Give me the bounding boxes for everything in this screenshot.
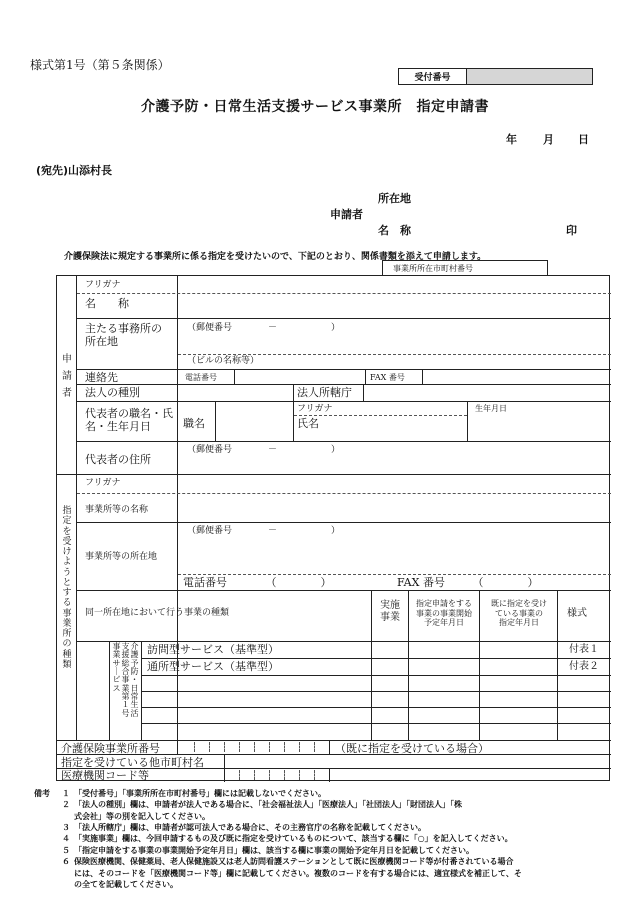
municipality-code-label: 事業所所在市町村番号 — [382, 260, 548, 275]
col-start-date-label: 指定申請をする 事業の事業開始 予定年月日 — [416, 599, 472, 628]
page-title: 介護予防・日常生活支援サービス事業所 指定申請書 — [141, 99, 489, 115]
date-day: 日 — [578, 133, 589, 146]
already-designated-note: （既に指定を受けている場合） — [335, 742, 489, 755]
fax-label: FAX 番号 — [370, 373, 405, 382]
corp-authority-label: 法人所轄庁 — [297, 386, 352, 399]
form-number: 様式第1号（第５条関係） — [30, 58, 170, 72]
same-location-label: 同一所在地において行う事業の種類 — [85, 608, 230, 618]
notes-heading: 備考 — [34, 789, 50, 798]
date-month: 月 — [543, 133, 554, 146]
receipt-number-field[interactable] — [467, 69, 592, 84]
facility-phone-label: 電話番号 （ ） — [183, 576, 332, 589]
col-designated-date-label: 既に指定を受け ている事業の 指定年月日 — [491, 599, 547, 628]
building-name-label: （ビルの名称等） — [187, 356, 260, 366]
rep-name-label: 氏名 — [297, 417, 319, 430]
note-5: 「指定申請をする事業の事業開始予定年月日」欄は、該当する欄に事業の開始予定年月日を記載してください。 — [74, 845, 474, 855]
birthdate-label: 生年月日 — [475, 404, 507, 413]
receipt-number-box — [398, 68, 593, 85]
contact-label: 連絡先 — [85, 371, 118, 384]
receipt-number-label: 受付番号 — [399, 69, 467, 84]
other-municipality-label: 指定を受けている他市町村名 — [61, 756, 204, 769]
facility-postal-code: （郵便番号 － ） — [187, 526, 341, 536]
col-form-label: 様式 — [567, 608, 587, 619]
facility-name-label: 事業所等の名称 — [85, 505, 149, 515]
medical-code-label: 医療機関コード等 — [61, 769, 149, 782]
representative-label: 代表者の職名・氏 名・生年月日 — [85, 407, 173, 434]
office-location-label: 主たる事務所の 所在地 — [85, 322, 162, 349]
date-year: 年 — [506, 133, 517, 146]
intro-statement: 介護保険法に規定する事業所に係る指定を受けたいので、下記のとおり、関係書類を添えて申請します。 — [64, 252, 487, 262]
service-daycare-label: 通所型サービス（基準型） — [147, 660, 279, 673]
col-implement-label: 実施 事業 — [380, 600, 400, 623]
rep-furigana-label: フリガナ — [297, 404, 333, 414]
note-6: 保険医療機関、保健薬局、老人保健施設又は老人訪問看護ステーションとして既に医療機関コード等が付番されている場合 には、そのコードを「医療機関コード等」欄に記載してください。複数のコードを有する場合には、適宜様式を補正して、そ の全てを記載してください。 — [74, 857, 522, 889]
facility-location-label: 事業所等の所在地 — [85, 552, 158, 562]
note-4: 「実施事業」欄は、今回申請するもの及び既に指定を受けているものについて、該当する欄に「○」を記入してください。 — [74, 834, 513, 844]
rep-postal-code: （郵便番号 － ） — [187, 445, 341, 455]
note-3: 「法人所轄庁」欄は、申請者が認可法人である場合に、その主務官庁の名称を記載してください。 — [74, 823, 426, 833]
location-label: 所在地 — [378, 192, 411, 205]
facility-fax-label: FAX 番号 （ ） — [397, 576, 539, 589]
facility-section-label: 指 定 を 受 け よ う と す る 事 業 所 の 種 類 — [62, 506, 72, 670]
application-form-table — [56, 275, 610, 781]
phone-label: 電話番号 — [185, 373, 217, 382]
service-daycare-form: 付表２ — [569, 661, 599, 672]
service-group-label: 事 業 サ ｜ ビ ス 支 援 総 合 事 業 第 １ 号 介 護 予 防 ・ 日 常 生 活 — [112, 642, 139, 718]
rep-title-label: 職名 — [183, 417, 205, 430]
applicant-section-label: 申 請 者 — [62, 354, 72, 399]
applicant-name-label: 名 称 — [85, 297, 129, 310]
seal-label: 印 — [566, 224, 577, 237]
corp-type-label: 法人の種別 — [85, 386, 140, 399]
addressee: (宛先)山添村長 — [36, 164, 113, 177]
note-1: 「受付番号」「事業所所在市町村番号」欄には記載しないでください。 — [74, 789, 326, 798]
facility-furigana-label: フリガナ — [85, 478, 121, 488]
service-visit-form: 付表１ — [569, 644, 599, 655]
service-visit-label: 訪問型サービス（基準型） — [147, 643, 279, 656]
note-2: 「法人の種別」欄は、申請者が法人である場合に、「社会福祉法人」「医療法人」「社団法人」「財団法人」「株 式会社」等の別を記入してください。 — [74, 800, 462, 821]
notes-section: 備考 １ 「受付番号」「事業所所在市町村番号」欄には記載しないでください。 ２ 「法人の種別」欄は、申請者が法人である場合に、「社会福祉法人」「医療法人」「社団法人」「財団法人」「株 式会社」等の別を記入してください。 ３ 「法人所轄庁」欄は、申請者が認可法人である場合に、その主務官庁の名称を記載してください。 ４ 「実施事業」欄は、今回申請するもの及び既に指定を受けているものについて、該当する欄に「○」を記入してください。 ５ 「指定申請をする事業の事業開始予定年月日」欄は、該当する欄に事業の開始予定年月日を記載してください。 ６ 保険医療機関、保健薬局、老人保健施設又は老人訪問看護ステーションとして既に医療機関コード等が付番されている場合 には、そのコードを「医療機関コード等」欄に記載してください。複数のコードを有する場合には、適宜様式を補正して、そ の全てを記載してください。 — [34, 788, 594, 890]
rep-address-label: 代表者の住所 — [85, 453, 151, 466]
name-label: 名 称 — [378, 224, 411, 237]
applicant-label: 申請者 — [330, 208, 363, 221]
insurance-number-label: 介護保険事業所番号 — [61, 742, 160, 755]
office-postal-code: （郵便番号 － ） — [187, 323, 341, 333]
applicant-furigana-label: フリガナ — [85, 280, 121, 290]
